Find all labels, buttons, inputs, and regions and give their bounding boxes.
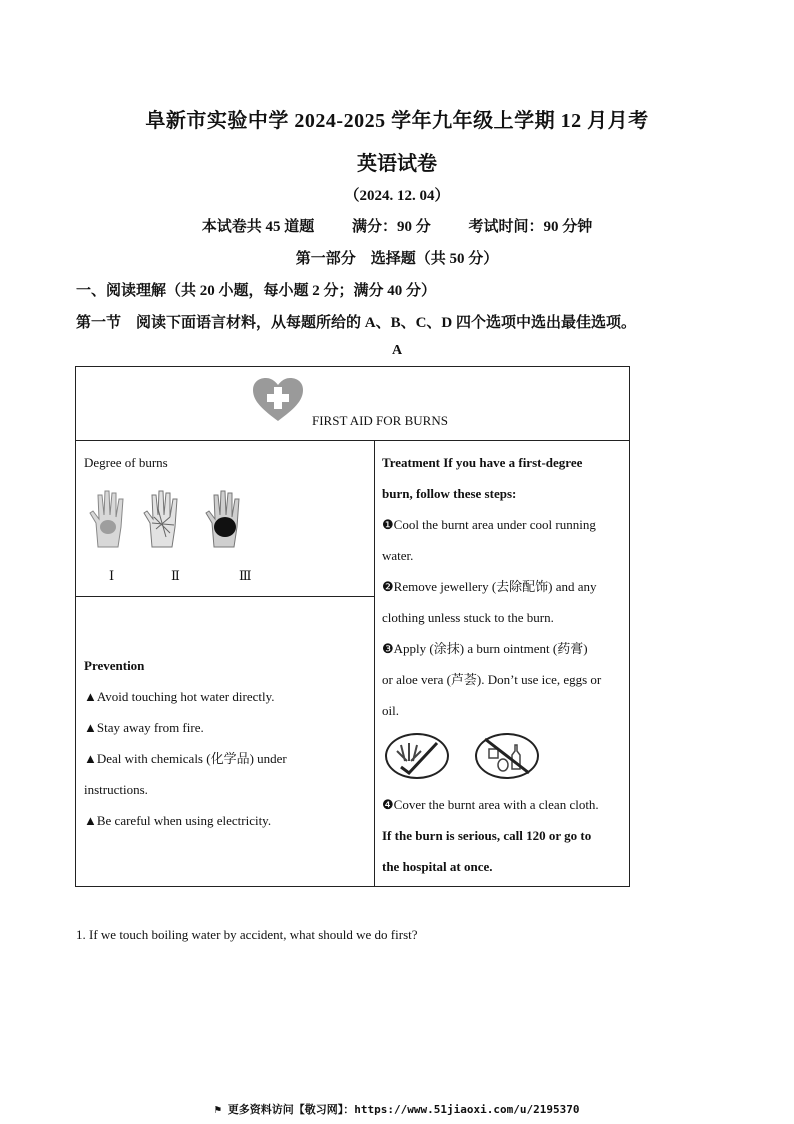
treatment-step-line: oil. [382,703,399,718]
exam-date: （2024. 12. 04） [344,188,450,204]
prevention-item: ▲Deal with chemicals (化学品) under [84,751,287,766]
treatment-step-line: ❷Remove jewellery (去除配饰) and any [382,579,597,594]
hand-second-degree-icon [140,487,184,549]
prevention-item: ▲Stay away from fire. [84,720,204,735]
exam-info [0,215,794,236]
degree-label-2: Ⅱ [171,568,180,583]
divider-left [76,596,374,597]
question-1: 1. If we touch boiling water by accident, what should we do first? [76,927,418,942]
banner-title: FIRST AID FOR BURNS [312,413,448,428]
prevention-heading: Prevention [84,658,145,673]
flag-icon: ⚑ [214,1103,228,1116]
part-heading: 第一部分 选择题（共 50 分） [295,251,499,267]
prevention-item: ▲Be careful when using electricity. [84,813,272,828]
exam-title: 阜新市实验中学 2024-2025 学年九年级上学期 12 月月考 [145,110,649,132]
treatment-step-line: water. [382,548,414,563]
section-reading: 一、阅读理解（共 20 小题，每小题 2 分；满分 40 分） [76,283,437,299]
aloe-ok-icon [385,733,449,779]
treatment-step-line: clothing unless stuck to the burn. [382,610,554,625]
treatment-step-line: or aloe vera (芦荟). Don’t use ice, eggs or [382,672,602,687]
treatment-section [382,447,627,726]
passage-label: A [391,343,403,358]
prevention-item: ▲Avoid touching hot water directly. [84,689,275,704]
treatment-heading-line-2: burn, follow these steps: [382,486,517,501]
no-ice-eggs-oil-icon [475,733,539,779]
prevention-item: instructions. [84,782,148,797]
treatment-warning-line-1: If the burn is serious, call 120 or go to [382,828,592,843]
prevention-section [84,650,287,836]
info-score: 满分：90 分 [351,219,431,235]
degree-heading: Degree of burns [84,455,168,470]
info-questions: 本试卷共 45 道题 [201,219,315,235]
first-aid-poster [75,366,630,887]
exam-subtitle: 英语试卷 [357,153,437,175]
info-time: 考试时间：90 分钟 [468,219,593,235]
treatment-step-line: ❸Apply (涂抹) a burn ointment (药膏) [382,641,588,656]
degree-label-1: Ⅰ [109,568,115,583]
treatment-step-line: ❹Cover the burnt area with a clean cloth. [382,797,599,812]
treatment-step-line: ❶Cool the burnt area under cool running [382,517,596,532]
footer [0,1101,794,1117]
hand-third-degree-icon [202,487,246,549]
treatment-heading-line-1: Treatment If you have a first-degree [382,455,583,470]
degree-label-3: Ⅲ [239,568,252,583]
hand-first-degree-icon [86,487,130,549]
footer-link[interactable]: 更多资料访问【敬习网】：https://www.51jiaoxi.com/u/2195370 [227,1103,580,1116]
heart-cross-icon [252,377,304,423]
treatment-warning-line-2: the hospital at once. [382,859,493,874]
section-instruction: 第一节 阅读下面语言材料，从每题所给的 A、B、C、D 四个选项中选出最佳选项。 [76,315,637,331]
divider-columns [374,440,375,886]
treatment-final [382,789,627,882]
divider-banner [76,440,629,441]
